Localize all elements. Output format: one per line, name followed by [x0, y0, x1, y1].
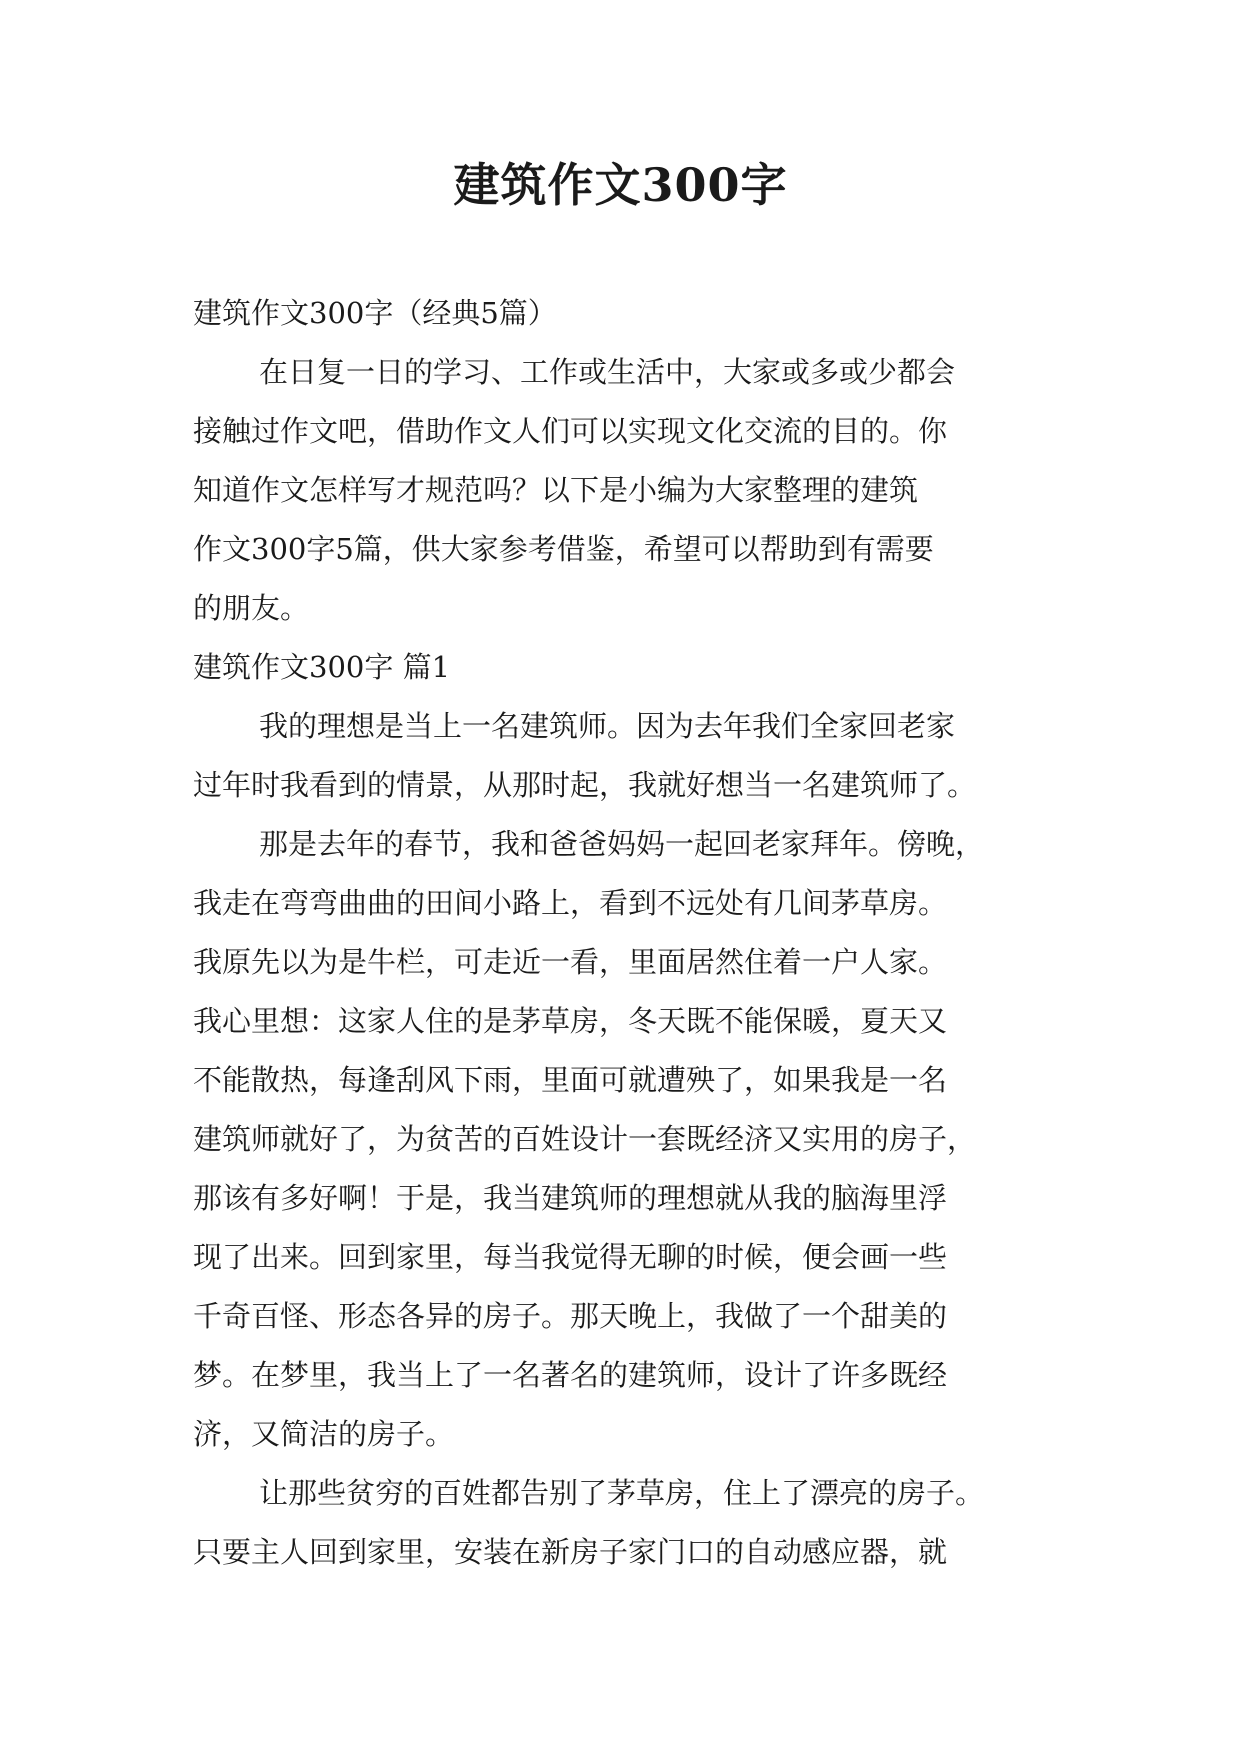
document-body: [193, 284, 1063, 1582]
text-line: 我走在弯弯曲曲的田间小路上，看到不远处有几间茅草房。: [193, 886, 948, 920]
text-line: 现了出来。回到家里，每当我觉得无聊的时候，便会画一些: [193, 1240, 948, 1274]
text-line: 在日复一日的学习、工作或生活中，大家或多或少都会: [259, 355, 956, 389]
text-line: 建筑师就好了，为贫苦的百姓设计一套既经济又实用的房子，: [193, 1122, 977, 1156]
text-line: 梦。在梦里，我当上了一名著名的建筑师，设计了许多既经: [193, 1358, 948, 1392]
section-heading: 建筑作文300字 篇1: [193, 650, 451, 684]
text-line: 接触过作文吧，借助作文人们可以实现文化交流的目的。你: [193, 414, 948, 448]
text-line: 的朋友。: [193, 591, 310, 625]
text-line: 过年时我看到的情景，从那时起，我就好想当一名建筑师了。: [193, 768, 977, 802]
text-line: 济，又简洁的房子。: [193, 1417, 455, 1451]
text-line: 那是去年的春节，我和爸爸妈妈一起回老家拜年。傍晚，: [259, 827, 985, 861]
text-line: 那该有多好啊！于是，我当建筑师的理想就从我的脑海里浮: [193, 1181, 948, 1215]
text-line: 知道作文怎样写才规范吗？以下是小编为大家整理的建筑: [193, 473, 919, 507]
text-line: 不能散热，每逢刮风下雨，里面可就遭殃了，如果我是一名: [193, 1063, 948, 1097]
text-line: 我心里想：这家人住的是茅草房，冬天既不能保暖，夏天又: [193, 1004, 948, 1038]
text-line: 千奇百怪、形态各异的房子。那天晚上，我做了一个甜美的: [193, 1299, 948, 1333]
text-line: 作文300字5篇，供大家参考借鉴，希望可以帮助到有需要: [193, 532, 934, 566]
text-line: 只要主人回到家里，安装在新房子家门口的自动感应器，就: [193, 1535, 948, 1569]
document-title: 建筑作文300字: [453, 158, 788, 212]
text-line: 让那些贫穷的百姓都告别了茅草房，住上了漂亮的房子。: [259, 1476, 985, 1510]
text-line: 我原先以为是牛栏，可走近一看，里面居然住着一户人家。: [193, 945, 948, 979]
text-line: 建筑作文300字（经典5篇）: [193, 296, 557, 330]
text-line: 我的理想是当上一名建筑师。因为去年我们全家回老家: [259, 709, 956, 743]
